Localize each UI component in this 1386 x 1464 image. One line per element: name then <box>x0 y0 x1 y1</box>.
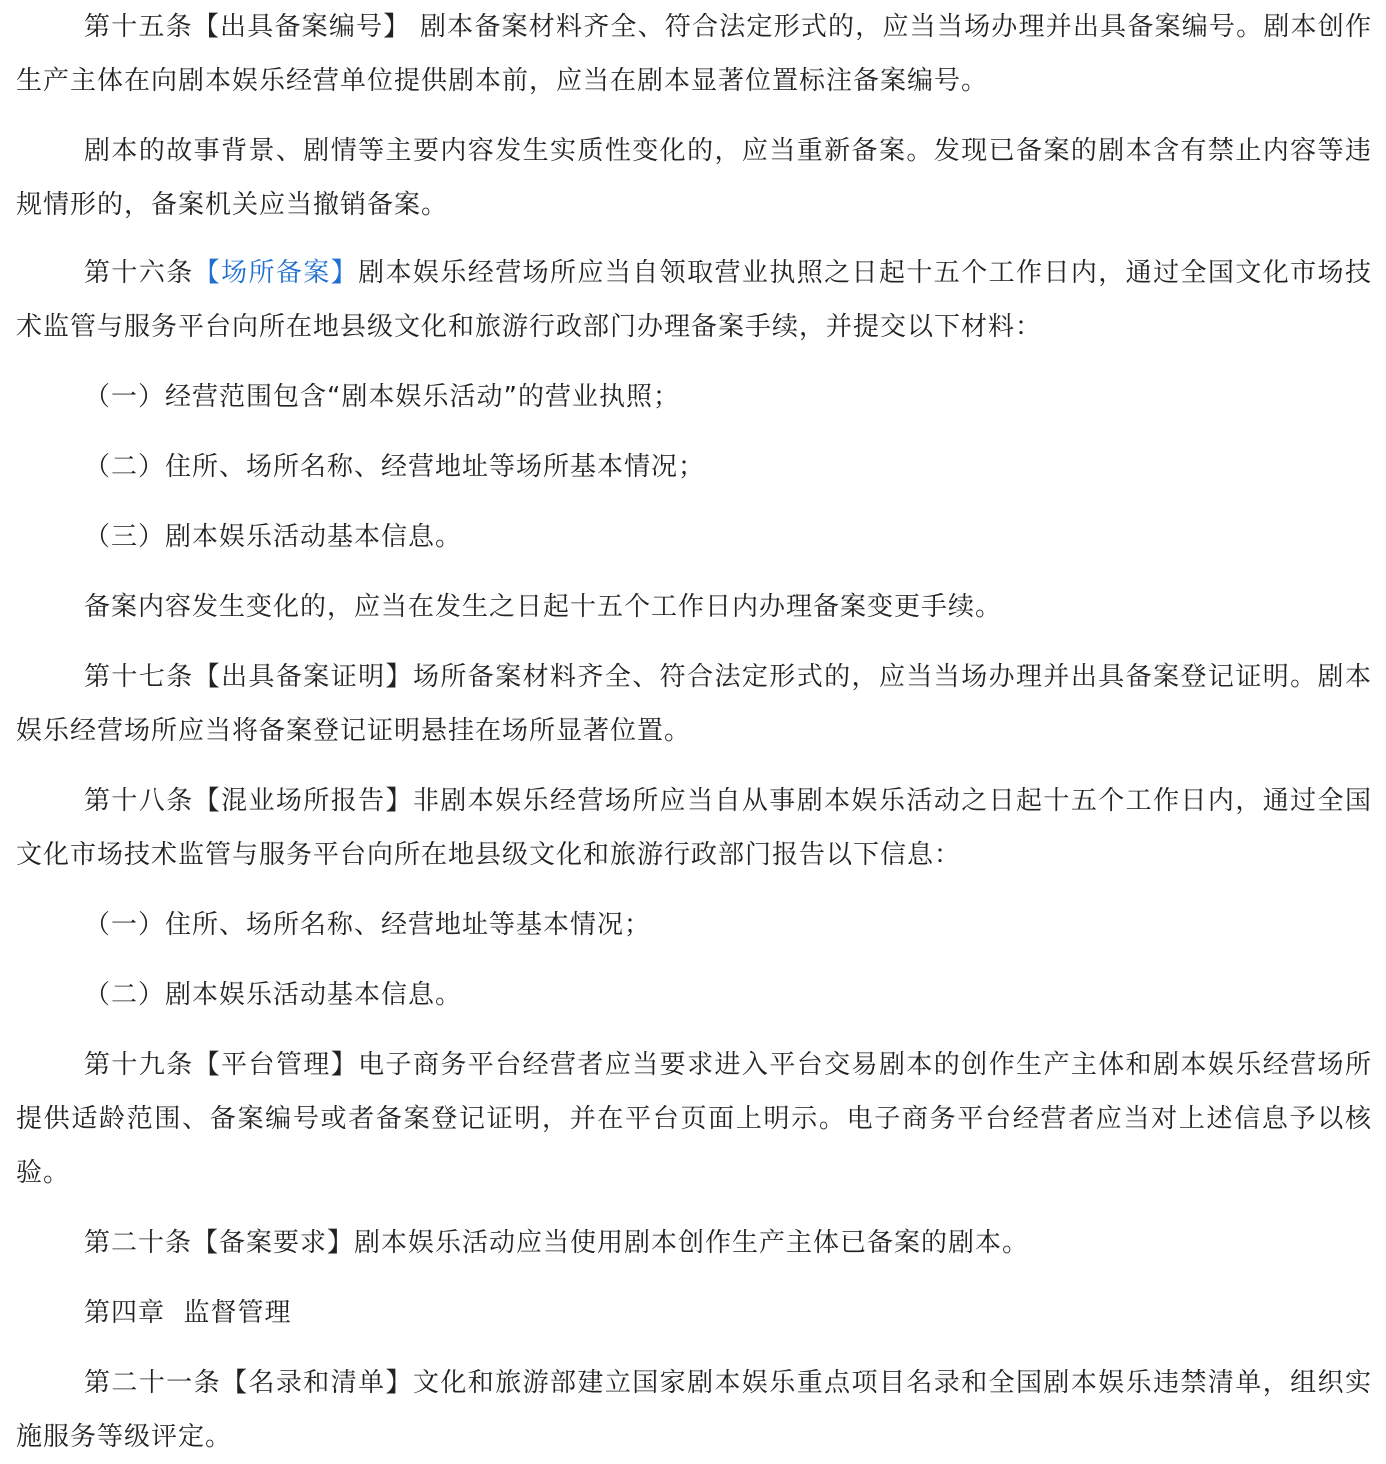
article-number: 第十五条 <box>84 12 193 42</box>
article-number: 第十九条 <box>84 1050 194 1080</box>
article-text: 非剧本娱乐经营场所应当自从事剧本娱乐活动之日起十五个工作日内，通过全国文化市场技术监管与服务平台向所在地县级文化和旅游行政部门报告以下信息： <box>16 786 1372 870</box>
article-number: 第十六条 <box>84 258 194 288</box>
article-19 <box>16 1038 1372 1200</box>
article-18-item-1: （一）住所、场所名称、经营地址等基本情况； <box>84 910 652 940</box>
article-16-item-3: （三）剧本娱乐活动基本信息。 <box>84 522 463 552</box>
article-title: 【备案要求】 <box>192 1228 355 1258</box>
article-title: 【混业场所报告】 <box>193 786 413 816</box>
article-20 <box>16 1216 1372 1270</box>
article-17 <box>16 650 1372 758</box>
article-number: 第十七条 <box>84 662 194 692</box>
article-21 <box>16 1356 1372 1464</box>
article-title: 【名录和清单】 <box>221 1368 413 1398</box>
article-number: 第二十一条 <box>84 1368 222 1398</box>
article-title-link[interactable]: 【场所备案】 <box>193 258 359 288</box>
article-16 <box>16 246 1372 354</box>
article-title: 【平台管理】 <box>193 1050 359 1080</box>
article-title: 【出具备案编号】 <box>192 12 411 42</box>
chapter-4-heading: 第四章 监督管理 <box>84 1298 292 1328</box>
article-text: 剧本备案材料齐全、符合法定形式的，应当当场办理并出具备案编号。剧本创作生产主体在向剧本娱乐经营单位提供剧本前，应当在剧本显著位置标注备案编号。 <box>16 12 1372 96</box>
article-text: 文化和旅游部建立国家剧本娱乐重点项目名录和全国剧本娱乐违禁清单，组织实施服务等级评定。 <box>16 1368 1372 1452</box>
article-title: 【出具备案证明】 <box>193 662 413 692</box>
article-15 <box>16 0 1372 108</box>
article-text: 剧本娱乐活动应当使用剧本创作生产主体已备案的剧本。 <box>354 1228 1030 1258</box>
article-text: 剧本娱乐经营场所应当自领取营业执照之日起十五个工作日内，通过全国文化市场技术监管与服务平台向所在地县级文化和旅游行政部门办理备案手续，并提交以下材料： <box>16 258 1372 342</box>
article-16-item-2: （二）住所、场所名称、经营地址等场所基本情况； <box>84 452 706 482</box>
article-18 <box>16 774 1372 882</box>
article-16-item-1: （一）经营范围包含“剧本娱乐活动”的营业执照； <box>84 382 680 412</box>
article-18-item-2: （二）剧本娱乐活动基本信息。 <box>84 980 463 1010</box>
article-number: 第二十条 <box>84 1228 193 1258</box>
article-text: 场所备案材料齐全、符合法定形式的，应当当场办理并出具备案登记证明。剧本娱乐经营场所应当将备案登记证明悬挂在场所显著位置。 <box>16 662 1372 746</box>
article-16-paragraph-change: 备案内容发生变化的，应当在发生之日起十五个工作日内办理备案变更手续。 <box>84 592 1003 622</box>
article-15-paragraph-2: 剧本的故事背景、剧情等主要内容发生实质性变化的，应当重新备案。发现已备案的剧本含有禁止内容等违规情形的，备案机关应当撤销备案。 <box>16 136 1372 220</box>
article-number: 第十八条 <box>84 786 194 816</box>
article-text: 电子商务平台经营者应当要求进入平台交易剧本的创作生产主体和剧本娱乐经营场所提供适龄范围、备案编号或者备案登记证明，并在平台页面上明示。电子商务平台经营者应当对上述信息予以核验。 <box>16 1050 1372 1188</box>
